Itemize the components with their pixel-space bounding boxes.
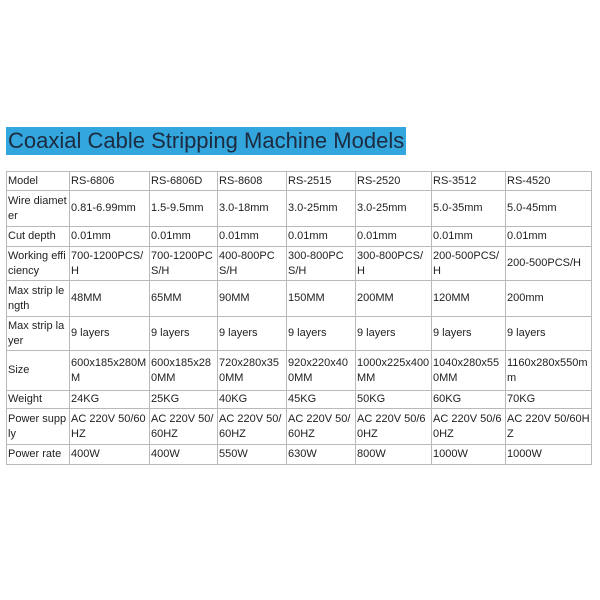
table-cell: 0.01mm	[218, 227, 287, 247]
table-cell: 0.01mm	[70, 227, 150, 247]
table-cell: 90MM	[218, 281, 287, 317]
table-cell: 0.01mm	[506, 227, 592, 247]
table-cell: 9 layers	[218, 317, 287, 351]
table-row	[7, 227, 592, 247]
table-cell: 0.01mm	[150, 227, 218, 247]
table-row	[7, 191, 592, 227]
table-cell: 9 layers	[150, 317, 218, 351]
table-cell: RS-2515	[287, 172, 356, 191]
table-row	[7, 247, 592, 281]
table-cell: 1.5-9.5mm	[150, 191, 218, 227]
table-cell: 0.01mm	[432, 227, 506, 247]
table-cell: 5.0-35mm	[432, 191, 506, 227]
row-label: Power supply	[7, 409, 70, 445]
table-cell: 1000W	[432, 445, 506, 465]
row-label: Cut depth	[7, 227, 70, 247]
table-row	[7, 351, 592, 391]
table-cell: 0.01mm	[287, 227, 356, 247]
row-label: Max strip layer	[7, 317, 70, 351]
table-cell: AC 220V 50/60HZ	[287, 409, 356, 445]
table-cell: 700-1200PCS/H	[150, 247, 218, 281]
table-cell: 200mm	[506, 281, 592, 317]
table-cell: 200-500PCS/H	[506, 247, 592, 281]
row-label: Size	[7, 351, 70, 391]
table-row	[7, 409, 592, 445]
table-cell: 24KG	[70, 391, 150, 409]
table-row	[7, 281, 592, 317]
table-cell: RS-3512	[432, 172, 506, 191]
table-cell: 0.81-6.99mm	[70, 191, 150, 227]
table-cell: AC 220V 50/60HZ	[356, 409, 432, 445]
table-cell: 550W	[218, 445, 287, 465]
table-row	[7, 172, 592, 191]
table-row	[7, 391, 592, 409]
table-cell: 720x280x350MM	[218, 351, 287, 391]
table-cell: 200MM	[356, 281, 432, 317]
table-cell: 48MM	[70, 281, 150, 317]
table-cell: 630W	[287, 445, 356, 465]
table-cell: 50KG	[356, 391, 432, 409]
table-cell: 600x185x280MM	[150, 351, 218, 391]
table-cell: 25KG	[150, 391, 218, 409]
table-cell: RS-8608	[218, 172, 287, 191]
table-cell: 400W	[70, 445, 150, 465]
table-cell: 300-800PCS/H	[287, 247, 356, 281]
table-cell: 700-1200PCS/H	[70, 247, 150, 281]
table-cell: 1000x225x400MM	[356, 351, 432, 391]
table-cell: 120MM	[432, 281, 506, 317]
table-cell: 9 layers	[70, 317, 150, 351]
table-cell: 40KG	[218, 391, 287, 409]
row-label: Working efficiency	[7, 247, 70, 281]
table-cell: 150MM	[287, 281, 356, 317]
table-cell: RS-6806	[70, 172, 150, 191]
table-cell: AC 220V 50/60HZ	[70, 409, 150, 445]
row-label: Power rate	[7, 445, 70, 465]
table-cell: 0.01mm	[356, 227, 432, 247]
table-cell: 9 layers	[432, 317, 506, 351]
table-cell: 300-800PCS/H	[356, 247, 432, 281]
table-cell: RS-2520	[356, 172, 432, 191]
table-cell: 400W	[150, 445, 218, 465]
table-cell: 3.0-25mm	[287, 191, 356, 227]
table-cell: 70KG	[506, 391, 592, 409]
row-label: Wire diameter	[7, 191, 70, 227]
table-cell: 60KG	[432, 391, 506, 409]
table-cell: 65MM	[150, 281, 218, 317]
table-cell: 800W	[356, 445, 432, 465]
table-cell: 200-500PCS/H	[432, 247, 506, 281]
row-label: Max strip length	[7, 281, 70, 317]
table-cell: RS-6806D	[150, 172, 218, 191]
table-cell: 5.0-45mm	[506, 191, 592, 227]
spec-table	[6, 171, 592, 465]
table-cell: 400-800PCS/H	[218, 247, 287, 281]
page-title: Coaxial Cable Stripping Machine Models	[8, 128, 405, 153]
table-cell: 920x220x400MM	[287, 351, 356, 391]
row-label: Weight	[7, 391, 70, 409]
table-cell: 600x185x280MM	[70, 351, 150, 391]
table-cell: 9 layers	[506, 317, 592, 351]
table-cell: 1000W	[506, 445, 592, 465]
table-cell: AC 220V 50/60HZ	[432, 409, 506, 445]
table-cell: AC 220V 50/60HZ	[506, 409, 592, 445]
row-label: Model	[7, 172, 70, 191]
table-cell: RS-4520	[506, 172, 592, 191]
table-row	[7, 445, 592, 465]
table-cell: 3.0-18mm	[218, 191, 287, 227]
table-cell: 3.0-25mm	[356, 191, 432, 227]
table-cell: 9 layers	[287, 317, 356, 351]
table-cell: 9 layers	[356, 317, 432, 351]
table-cell: AC 220V 50/60HZ	[150, 409, 218, 445]
table-row	[7, 317, 592, 351]
table-cell: 1040x280x550MM	[432, 351, 506, 391]
table-cell: 45KG	[287, 391, 356, 409]
table-cell: AC 220V 50/60HZ	[218, 409, 287, 445]
table-cell: 1160x280x550mm	[506, 351, 592, 391]
